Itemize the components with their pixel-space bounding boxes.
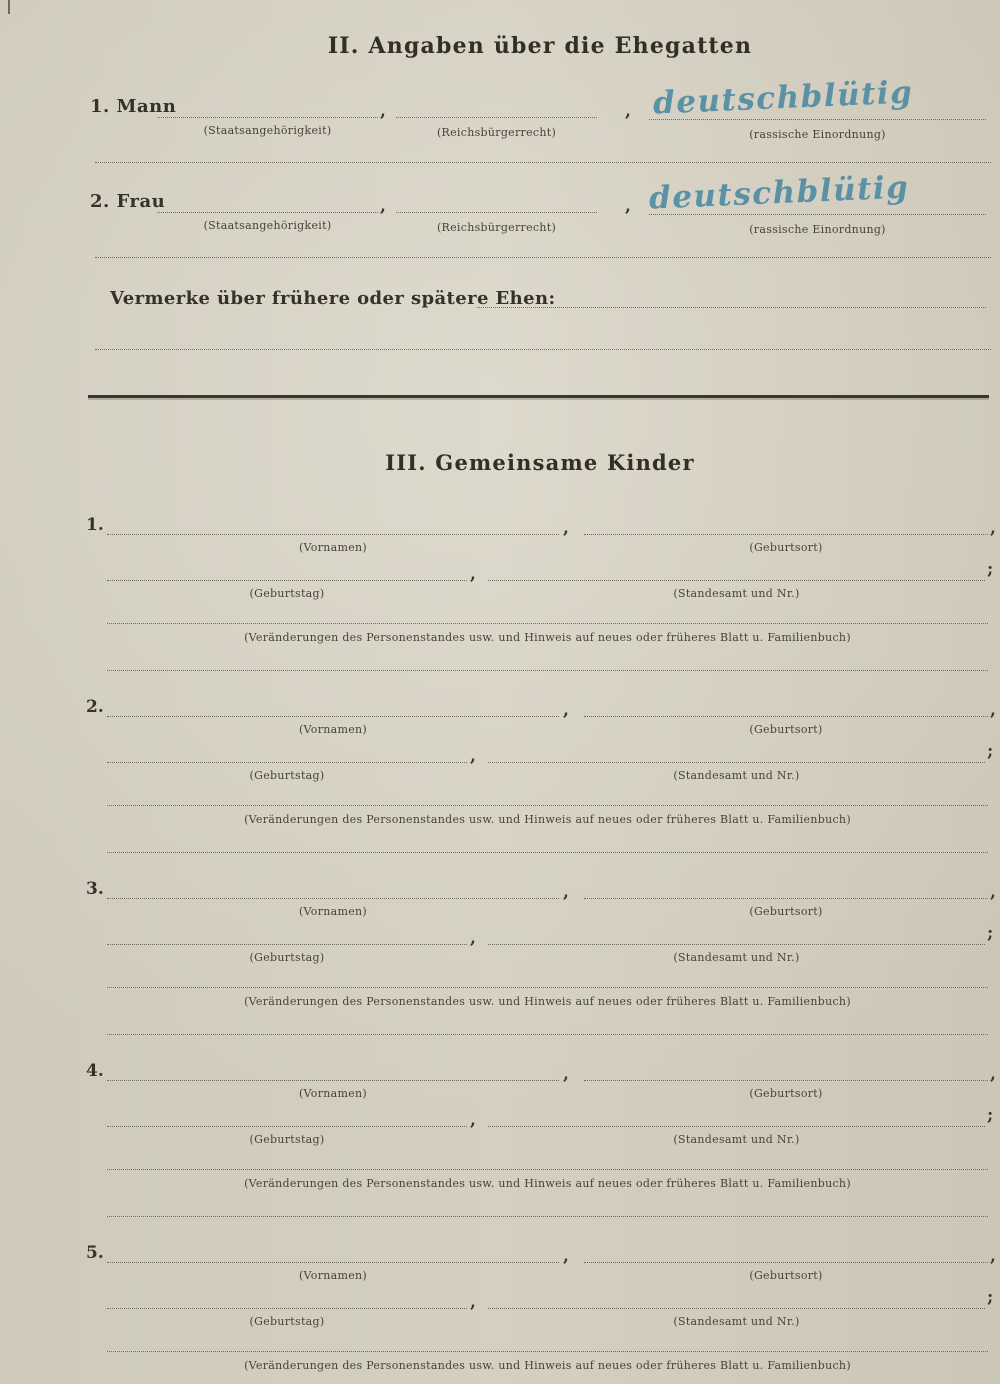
first-names-field-line [107,898,559,899]
comma-separator: , [990,518,996,538]
first-names-label: (Vornamen) [298,1087,368,1100]
registry-office-label: (Standesamt und Nr.) [673,951,800,964]
birthdate-label: (Geburtstag) [249,769,325,782]
handwritten-racial-classification: deutschblütig [652,74,915,122]
changes-field-line [107,1351,988,1352]
comma-separator: , [625,101,631,121]
registry-office-label: (Standesamt und Nr.) [673,769,800,782]
first-names-label: (Vornamen) [298,905,368,918]
changes-label: (Veränderungen des Personenstandes usw. und Hinweis auf neues oder früheres Blatt u. Familienbuch) [244,1177,851,1190]
birthdate-label: (Geburtstag) [249,1315,325,1328]
comma-separator: , [563,882,569,902]
birthplace-field-line [584,534,988,535]
registry-office-field-line [488,1126,985,1127]
birthdate-label: (Geburtstag) [249,587,325,600]
first-names-field-line [107,716,559,717]
birthdate-label: (Geburtstag) [249,1133,325,1146]
section-divider [88,395,989,398]
comma-separator: , [380,101,386,121]
registry-office-field-line [488,762,985,763]
child-entry-number: 5. [86,1243,104,1263]
birthdate-label: (Geburtstag) [249,951,325,964]
registry-office-label: (Standesamt und Nr.) [673,1133,800,1146]
citizenship-field-line [157,117,378,118]
section-title-spouses: II. Angaben über die Ehegatten [327,33,753,59]
comma-separator: , [990,1064,996,1084]
semicolon-separator: ; [987,559,994,579]
comma-separator: , [990,882,996,902]
birthplace-label: (Geburtsort) [749,541,823,554]
changes-field-line [107,987,988,988]
child-entry-number: 4. [86,1061,104,1081]
birthdate-field-line [107,580,467,581]
child-entry-number: 2. [86,697,104,717]
continuation-field-line [107,1034,988,1035]
comma-separator: , [380,196,386,216]
semicolon-separator: ; [987,1287,994,1307]
comma-separator: , [470,746,476,766]
comma-separator: , [563,1064,569,1084]
birthdate-field-line [107,762,467,763]
citizenship-label: (Staatsangehörigkeit) [203,219,332,232]
reich-citizenship-field-line [396,212,597,213]
comma-separator: , [625,196,631,216]
first-names-label: (Vornamen) [298,723,368,736]
spouse-row-label: 1. Mann [90,96,177,117]
remarks-field-line [477,307,986,308]
changes-label: (Veränderungen des Personenstandes usw. und Hinweis auf neues oder früheres Blatt u. Familienbuch) [244,813,851,826]
comma-separator: , [990,700,996,720]
birthdate-field-line [107,1126,467,1127]
reich-citizenship-label: (Reichsbürgerrecht) [436,221,557,234]
first-names-field-line [107,1080,559,1081]
registry-office-field-line [488,1308,985,1309]
registry-office-field-line [488,944,985,945]
page-edge-mark [8,0,10,14]
registry-office-field-line [488,580,985,581]
form-rule [95,162,991,163]
citizenship-field-line [157,212,378,213]
changes-label: (Veränderungen des Personenstandes usw. und Hinweis auf neues oder früheres Blatt u. Familienbuch) [244,995,851,1008]
birthplace-field-line [584,716,988,717]
registry-office-label: (Standesamt und Nr.) [673,587,800,600]
birthplace-label: (Geburtsort) [749,905,823,918]
birthdate-field-line [107,1308,467,1309]
comma-separator: , [470,928,476,948]
first-names-label: (Vornamen) [298,1269,368,1282]
comma-separator: , [470,564,476,584]
birthplace-field-line [584,1262,988,1263]
continuation-field-line [107,1216,988,1217]
comma-separator: , [563,700,569,720]
birthplace-field-line [584,898,988,899]
first-names-label: (Vornamen) [298,541,368,554]
comma-separator: , [990,1246,996,1266]
first-names-field-line [107,1262,559,1263]
changes-field-line [107,623,988,624]
form-rule [95,349,991,350]
child-entry-number: 3. [86,879,104,899]
racial-classification-label: (rassische Einordnung) [749,128,886,141]
birthdate-field-line [107,944,467,945]
birthplace-field-line [584,1080,988,1081]
registry-office-label: (Standesamt und Nr.) [673,1315,800,1328]
section-title-children: III. Gemeinsame Kinder [385,450,695,475]
birthplace-label: (Geburtsort) [749,723,823,736]
form-rule [95,257,991,258]
first-names-field-line [107,534,559,535]
comma-separator: , [470,1292,476,1312]
comma-separator: , [563,518,569,538]
remarks-label: Vermerke über frühere oder spätere Ehen: [110,288,556,309]
child-entry-number: 1. [86,515,104,535]
continuation-field-line [107,852,988,853]
birthplace-label: (Geburtsort) [749,1269,823,1282]
spouse-row-label: 2. Frau [90,191,166,212]
changes-field-line [107,1169,988,1170]
continuation-field-line [107,670,988,671]
semicolon-separator: ; [987,741,994,761]
citizenship-label: (Staatsangehörigkeit) [203,124,332,137]
changes-label: (Veränderungen des Personenstandes usw. und Hinweis auf neues oder früheres Blatt u. Familienbuch) [244,1359,851,1372]
racial-classification-label: (rassische Einordnung) [749,223,886,236]
birthplace-label: (Geburtsort) [749,1087,823,1100]
reich-citizenship-field-line [396,117,597,118]
comma-separator: , [563,1246,569,1266]
semicolon-separator: ; [987,1105,994,1125]
changes-field-line [107,805,988,806]
reich-citizenship-label: (Reichsbürgerrecht) [436,126,557,139]
semicolon-separator: ; [987,923,994,943]
handwritten-racial-classification: deutschblütig [648,169,911,217]
changes-label: (Veränderungen des Personenstandes usw. und Hinweis auf neues oder früheres Blatt u. Familienbuch) [244,631,851,644]
comma-separator: , [470,1110,476,1130]
